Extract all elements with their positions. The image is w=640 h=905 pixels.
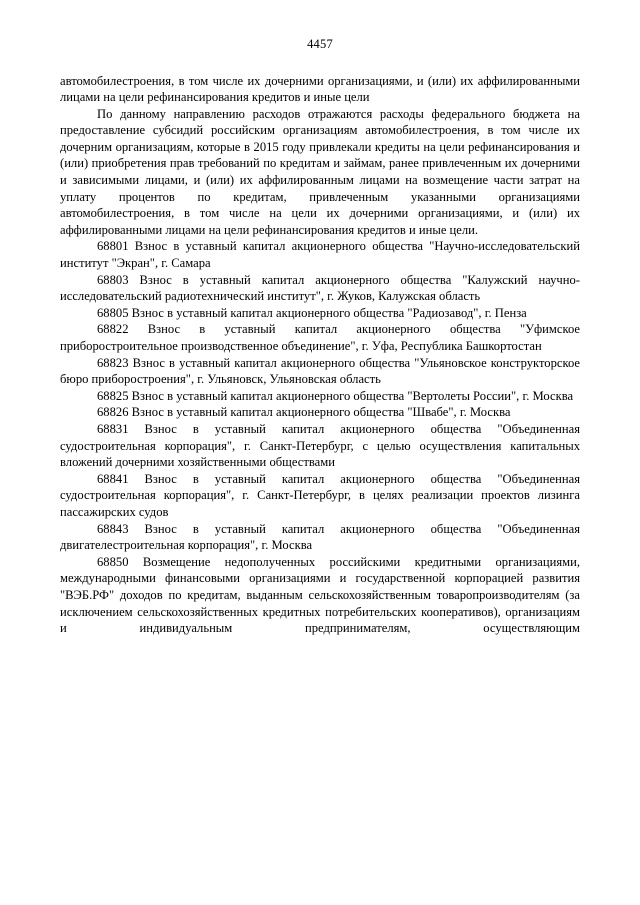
paragraph-11: 68841 Взнос в уставный капитал акционерного общества "Объединенная судостроительная корпорация", г. Санкт-Петербург, в целях реализации проектов лизинга пассажирских судов bbox=[60, 471, 580, 519]
paragraph-9: 68826 Взнос в уставный капитал акционерного общества "Швабе", г. Москва bbox=[97, 405, 511, 420]
paragraph-1: автомобилестроения, в том числе их дочерними организациями, и (или) их аффилированными лицами на цели рефинансирования кредитов и иные цели bbox=[60, 73, 580, 105]
paragraph-7: 68823 Взнос в уставный капитал акционерного общества "Ульяновское конструкторское бюро приборостроения", г. Ульяновск, Ульяновская область bbox=[60, 355, 580, 387]
paragraph-3: 68801 Взнос в уставный капитал акционерного общества "Научно-исследовательский институт "Экран", г. Самара bbox=[60, 239, 580, 271]
paragraph-2: По данному направлению расходов отражаются расходы федерального бюджета на предоставление субсидий российским организациям автомобилестроения, в том числе их дочерним организациям, которые в 2015 году привлекали кредиты на цели рефинансирования и (или) приобретения прав требований по кредитам и займам, ранее привлеченным их дочерними и зависимыми лицами, и (или) их аффилированным лицами на возмещение части затрат на уплату процентов по кредитам, привлеченным указанными организациями автомобилестроения, в том числе на цели их дочерними организациями, и (или) их аффилированными лицами на цели рефинансирования кредитов и иные цели. bbox=[60, 106, 580, 237]
paragraph-10: 68831 Взнос в уставный капитал акционерного общества "Объединенная судостроительная корпорация", г. Санкт-Петербург, с целью осуществления капитальных вложений дочерними хозяйственными обществами bbox=[60, 421, 580, 470]
paragraph-5: 68805 Взнос в уставный капитал акционерного общества "Радиозавод", г. Пенза bbox=[97, 305, 527, 320]
paragraph-13: 68850 Возмещение недополученных российскими кредитными организациями, международными финансовыми организациями и государственной корпорацией развития "ВЭБ.РФ" доходов по кредитам, выданным сельскохозяйственным товаропроизводителям (за исключением сельскохозяйственных кредитных потребительских кооперативов), организациям и индивидуальным предпринимателям, осуществляющим bbox=[60, 554, 580, 636]
paragraph-6: 68822 Взнос в уставный капитал акционерного общества "Уфимское приборостроительное производственное объединение", г. Уфа, Республика Башкортостан bbox=[60, 322, 580, 353]
page-number: 4457 bbox=[307, 37, 333, 51]
paragraph-12: 68843 Взнос в уставный капитал акционерного общества "Объединенная двигателестроительная корпорация", г. Москва bbox=[60, 521, 580, 553]
paragraph-8: 68825 Взнос в уставный капитал акционерного общества "Вертолеты России", г. Москва bbox=[97, 388, 574, 403]
paragraph-4: 68803 Взнос в уставный капитал акционерного общества "Калужский научно-исследовательский радиотехнический институт", г. Жуков, Калужская область bbox=[60, 272, 580, 304]
document-body bbox=[60, 73, 580, 654]
